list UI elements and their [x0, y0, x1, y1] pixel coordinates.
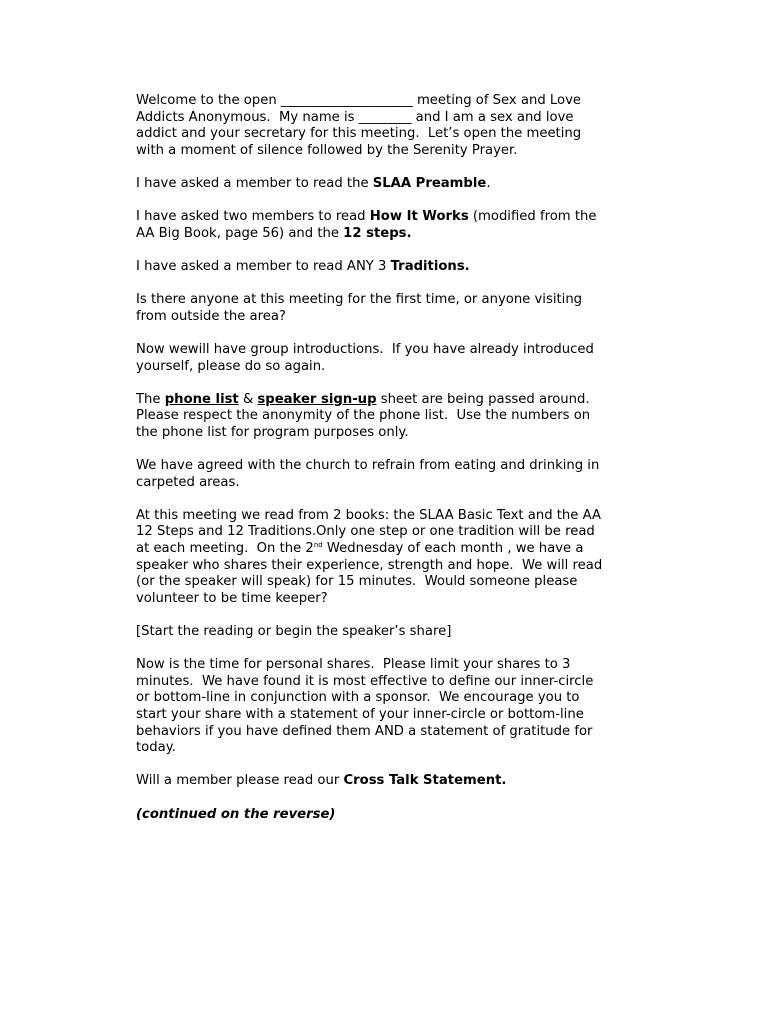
welcome-line-1: Welcome to the open ____________________ meeting of Sex and Love — [136, 93, 582, 108]
first-time-line-2: from outside the area? — [136, 308, 286, 324]
cross-talk-line — [136, 773, 636, 790]
preamble-paragraph — [136, 176, 636, 193]
phone-list-title: phone list — [164, 391, 239, 407]
phone-list-paragraph — [136, 392, 636, 442]
welcome-paragraph — [136, 93, 636, 159]
personal-shares-line-4: start your share with a statement of your inner-circle or bottom-line — [136, 706, 584, 722]
start-reading-paragraph — [136, 624, 636, 641]
preamble-line — [136, 176, 636, 193]
welcome-line-4: with a moment of silence followed by the Serenity Prayer. — [136, 142, 518, 158]
cross-talk-paragraph — [136, 773, 636, 790]
preamble-period: . — [486, 175, 491, 191]
personal-shares-line-5: behaviors if you have defined them AND a statement of gratitude for — [136, 723, 593, 739]
preamble-text: I have asked a member to read the — [136, 175, 373, 191]
twelve-steps-title: 12 steps. — [343, 225, 412, 241]
preamble-title: SLAA Preamble — [372, 175, 487, 191]
reading-line-6: volunteer to be time keeper? — [136, 590, 328, 606]
how-it-works-paragraph — [136, 209, 636, 242]
reading-line-3-end: Wednesday of each month , we have a — [322, 541, 584, 557]
reading-line-4: speaker who shares their experience, strength and hope. We will read — [136, 557, 603, 573]
first-time-paragraph — [136, 292, 636, 325]
welcome-line-3: addict and your secretary for this meeting. Let’s open the meeting — [136, 126, 582, 142]
church-agreement-line-2: carpeted areas. — [136, 474, 240, 490]
document-body — [136, 93, 636, 840]
first-time-line-1: Is there anyone at this meeting for the first time, or anyone visiting — [136, 292, 583, 308]
phone-list-passed: sheet are being passed around. — [376, 391, 590, 407]
cross-talk-intro: Will a member please read our — [136, 773, 344, 789]
reading-line-5: (or the speaker will speak) for 15 minutes. Would someone please — [136, 574, 578, 590]
phone-list-intro: The — [136, 391, 165, 407]
continued-note: (continued on the reverse) — [136, 806, 336, 822]
church-agreement-paragraph — [136, 458, 636, 491]
introductions-paragraph — [136, 342, 636, 375]
cross-talk-title: Cross Talk Statement. — [343, 773, 507, 789]
how-it-works-note: (modified from the — [468, 209, 597, 225]
introductions-line-2: yourself, please do so again. — [136, 358, 326, 374]
church-agreement-line-1: We have agreed with the church to refrain from eating and drinking in — [136, 458, 600, 474]
reading-line-2: 12 Steps and 12 Traditions.Only one step or one tradition will be read — [136, 524, 595, 540]
introductions-line-1: Now wewill have group introductions. If you have already introduced — [136, 341, 594, 357]
welcome-line-2: Addicts Anonymous. My name is ________ and I am a sex and love — [136, 109, 574, 125]
traditions-title: Traditions. — [390, 258, 470, 274]
reading-line-1: At this meeting we read from 2 books: the SLAA Basic Text and the AA — [136, 507, 601, 523]
traditions-line — [136, 259, 636, 276]
personal-shares-line-3: or bottom-line in conjunction with a sponsor. We encourage you to — [136, 690, 580, 706]
ordinal-suffix: nd — [313, 541, 323, 550]
personal-shares-paragraph — [136, 657, 636, 757]
how-it-works-intro: I have asked two members to read — [136, 209, 370, 225]
phone-list-line-1 — [136, 392, 636, 409]
traditions-paragraph — [136, 259, 636, 276]
reading-paragraph — [136, 508, 636, 608]
personal-shares-line-2: minutes. We have found it is most effective to define our inner-circle — [136, 673, 594, 689]
continued-paragraph — [136, 807, 636, 824]
personal-shares-line-6: today. — [136, 740, 176, 756]
how-it-works-title: How It Works — [369, 209, 469, 225]
reading-line-3-start: at each meeting. On the 2 — [136, 541, 314, 557]
phone-list-line-3: the phone list for program purposes only. — [136, 424, 409, 440]
start-reading-line: [Start the reading or begin the speaker’s share] — [136, 624, 452, 639]
how-it-works-line-1 — [136, 209, 636, 226]
speaker-sign-up-title: speaker sign-up — [257, 391, 377, 407]
phone-list-line-2: Please respect the anonymity of the phone list. Use the numbers on — [136, 408, 591, 424]
big-book-reference: AA Big Book, page 56) and the — [136, 225, 344, 241]
how-it-works-line-2 — [136, 226, 636, 243]
reading-line-3 — [136, 541, 636, 558]
phone-list-ampersand: & — [238, 391, 258, 407]
traditions-intro: I have asked a member to read ANY 3 — [136, 258, 391, 274]
personal-shares-line-1: Now is the time for personal shares. Please limit your shares to 3 — [136, 657, 571, 673]
